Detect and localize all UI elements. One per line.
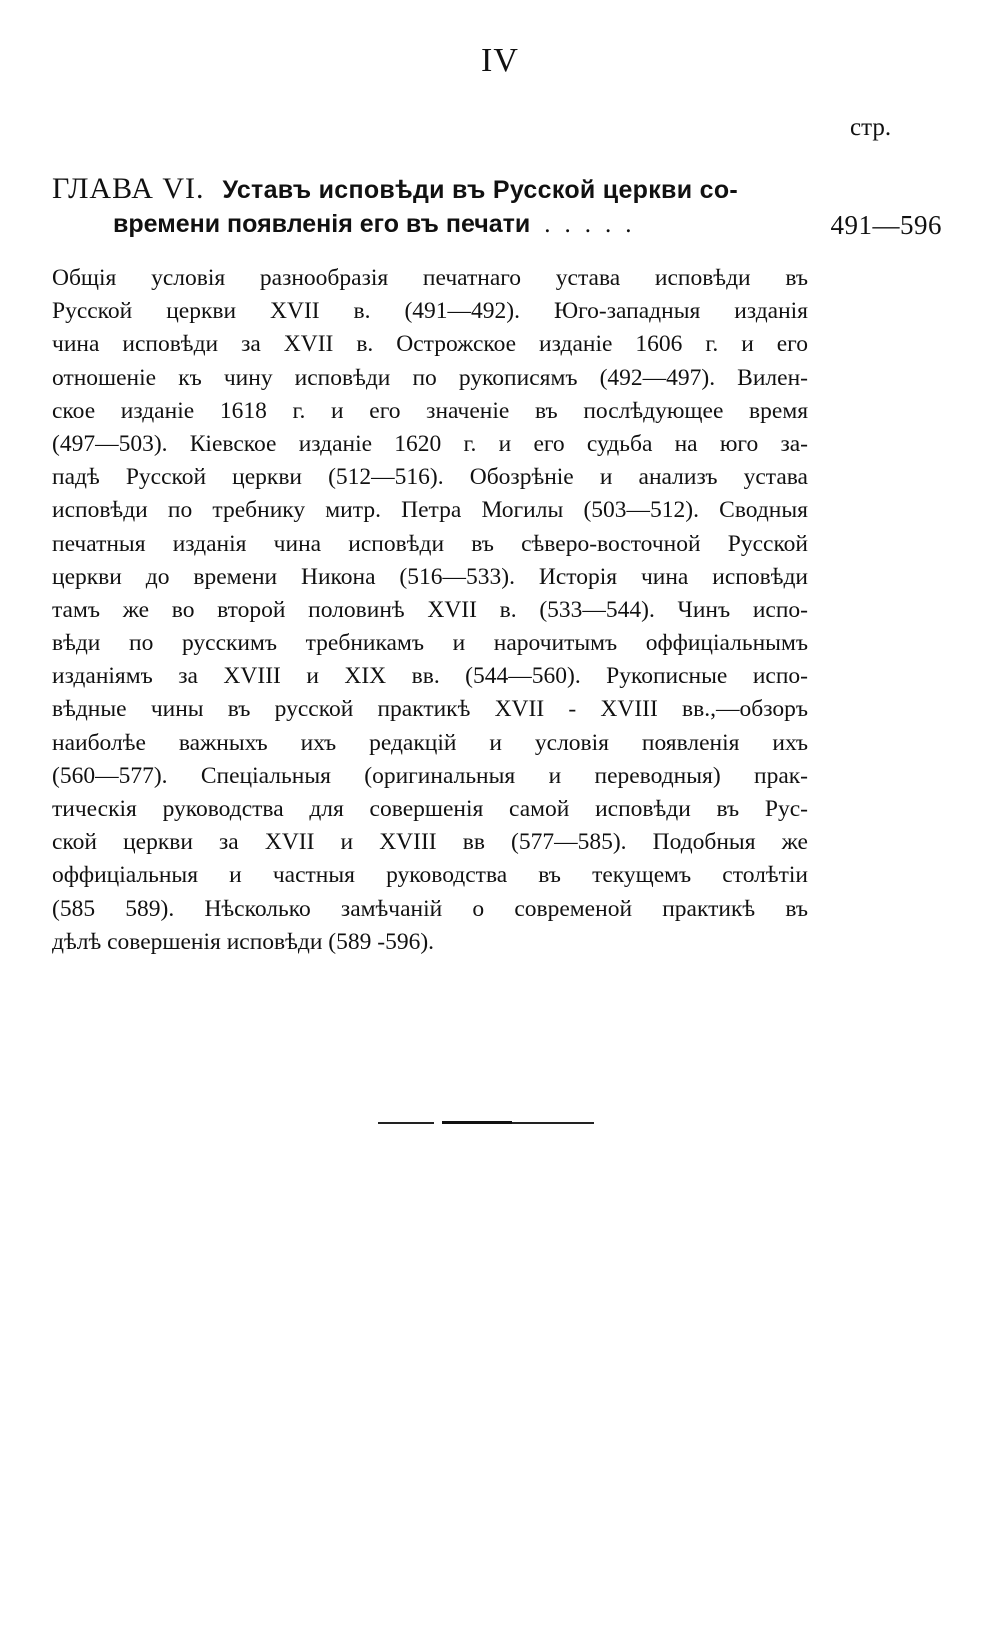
- summary-line: чина исповѣди за XVII в. Острожское изданіе 1606 г. и его: [52, 331, 808, 358]
- chapter-title-line-2: времени появленія его въ печати: [113, 210, 531, 238]
- chapter-summary: [52, 262, 808, 959]
- rule-segment: [442, 1121, 512, 1124]
- leader-dots: .....: [544, 211, 646, 238]
- summary-line: отношеніе къ чину исповѣди по рукописямъ (492—497). Вилен-: [52, 364, 808, 391]
- summary-line: (497—503). Кіевское изданіе 1620 г. и его судьба на юго за-: [52, 430, 808, 457]
- pages-column-label: стр.: [850, 114, 892, 141]
- chapter-heading: [52, 172, 942, 248]
- summary-line: ской церкви за XVII и XVIII вв (577—585). Подобныя же: [52, 829, 808, 856]
- summary-line: тическія руководства для совершенія самой исповѣди въ Рус-: [52, 796, 808, 822]
- summary-line: вѣдные чины въ русской практикѣ XVII - XVIII вв.,—обзоръ: [52, 696, 808, 723]
- summary-line: (585 589). Нѣсколько замѣчаній о современой практикѣ въ: [52, 895, 808, 922]
- summary-line: исповѣди по требнику митр. Петра Могилы (503—512). Сводныя: [52, 497, 808, 524]
- chapter-page-range: 491—596: [830, 210, 942, 240]
- summary-line: падѣ Русской церкви (512—516). Обозрѣніе и анализъ устава: [52, 464, 808, 491]
- decorative-rule: [378, 1122, 594, 1125]
- page-number: IV: [481, 42, 519, 79]
- chapter-number: ГЛАВА VI.: [52, 172, 205, 205]
- summary-line: (560—577). Спеціальныя (оригинальныя и переводныя) прак-: [52, 762, 808, 789]
- chapter-title-line-1: Уставъ исповѣди въ Русской церкви со-: [222, 176, 739, 204]
- summary-line: наиболѣе важныхъ ихъ редакцій и условія появленія ихъ: [52, 729, 808, 756]
- summary-line: Русской церкви XVII в. (491—492). Юго-западныя изданія: [52, 298, 808, 325]
- summary-line: вѣди по русскимъ требникамъ и нарочитымъ оффиціальнымъ: [52, 630, 808, 657]
- summary-line: изданіямъ за XVIII и XIX вв. (544—560). Рукописные испо-: [52, 663, 808, 690]
- summary-line: печатныя изданія чина исповѣди въ сѣверо-восточной Русской: [52, 530, 808, 557]
- rule-segment: [378, 1122, 434, 1124]
- summary-line: дѣлѣ совершенія исповѣди (589 -596).: [52, 928, 435, 955]
- summary-line: церкви до времени Никона (516—533). Исторія чина исповѣди: [52, 563, 808, 590]
- summary-line: оффиціальныя и частныя руководства въ текущемъ столѣтіи: [52, 862, 808, 889]
- rule-segment: [512, 1122, 594, 1124]
- summary-line: ское изданіе 1618 г. и его значеніе въ послѣдующее время: [52, 397, 808, 424]
- summary-line: тамъ же во второй половинѣ XVII в. (533—544). Чинъ испо-: [52, 596, 808, 623]
- summary-line: Общія условія разнообразія печатнаго устава исповѣди въ: [52, 265, 808, 291]
